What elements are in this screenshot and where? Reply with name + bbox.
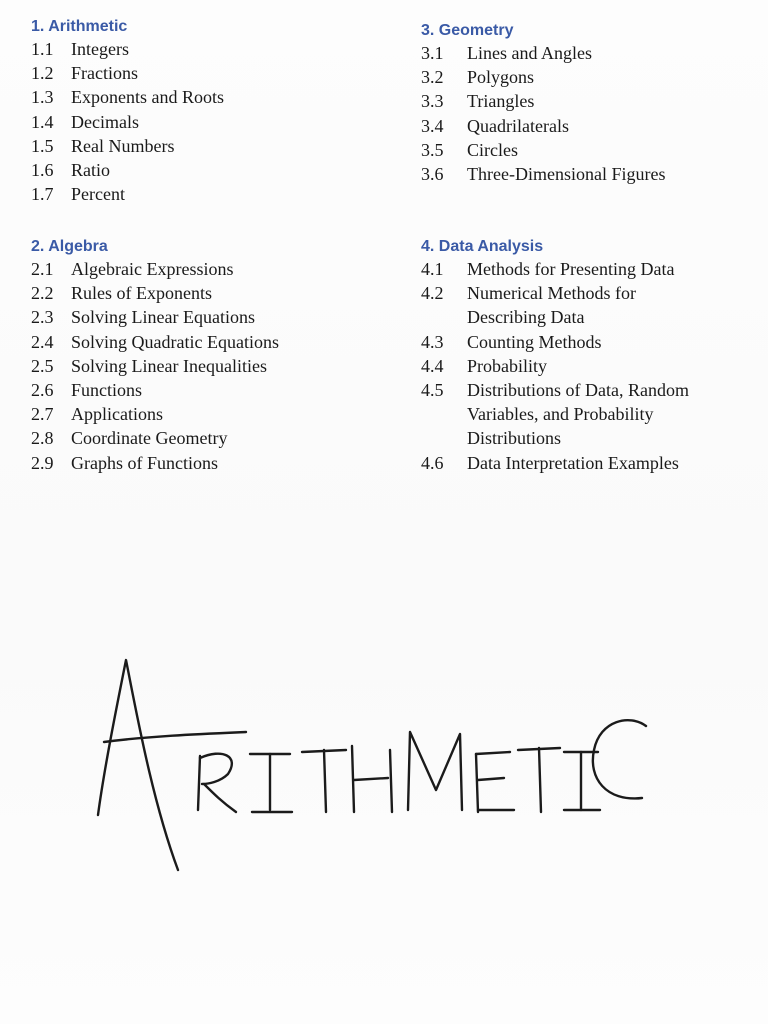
topic-number: 1.5 [31, 135, 54, 156]
topic-title: Three-Dimensional Figures [467, 164, 666, 185]
topic-title: Lines and Angles [467, 43, 592, 63]
topic-item [31, 402, 391, 426]
topic-title: Solving Quadratic Equations [71, 331, 279, 352]
topic-title: Applications [71, 404, 163, 425]
topic-item [421, 138, 766, 162]
topic-item [31, 61, 391, 85]
topic-title: Methods for Presenting Data [467, 259, 675, 279]
section-geometry [421, 20, 766, 186]
topic-item [31, 281, 391, 305]
topic-item [421, 162, 766, 186]
topic-item [31, 134, 391, 158]
topic-number: 4.3 [421, 331, 444, 352]
topic-title: Probability [467, 355, 547, 376]
topic-number: 1.6 [31, 160, 54, 181]
topic-number: 3.4 [421, 115, 444, 136]
topic-item [421, 114, 766, 138]
section-heading-data-analysis: 4. Data Analysis [421, 238, 544, 255]
topic-item [421, 281, 766, 329]
topic-item [31, 257, 391, 281]
section-algebra [31, 236, 391, 475]
topic-number: 4.4 [421, 355, 444, 376]
topic-number: 1.7 [31, 184, 54, 205]
topic-item [31, 110, 391, 134]
topic-number: 2.5 [31, 355, 54, 376]
topic-list-arithmetic [31, 37, 391, 206]
topic-number: 1.3 [31, 87, 54, 108]
topic-number: 4.5 [421, 380, 444, 401]
topic-number: 1.4 [31, 111, 54, 132]
topic-title: Coordinate Geometry [71, 428, 228, 449]
topic-number: 1.2 [31, 63, 54, 84]
topic-number: 3.6 [421, 164, 444, 185]
topic-title: Distributions of Data, Random Variables, and Probability Distributions [467, 380, 689, 449]
topic-list-geometry [421, 41, 766, 186]
topic-list-algebra [31, 257, 391, 475]
topic-number: 2.2 [31, 283, 54, 304]
topic-title: Quadrilaterals [467, 115, 569, 136]
topic-item [421, 41, 766, 65]
topic-number: 2.3 [31, 307, 54, 328]
topic-title: Polygons [467, 67, 535, 88]
topic-title: Percent [71, 184, 125, 205]
section-arithmetic [31, 16, 391, 206]
topic-number: 3.2 [421, 67, 444, 88]
topic-title: Algebraic Expressions [71, 259, 234, 279]
topic-number: 3.1 [421, 43, 444, 63]
section-heading-geometry: 3. Geometry [421, 22, 514, 39]
topic-list-data-analysis [421, 257, 766, 475]
topic-number: 2.6 [31, 380, 54, 401]
topic-title: Numerical Methods for Describing Data [467, 283, 636, 328]
topic-item [31, 330, 391, 354]
topic-title: Triangles [467, 91, 535, 112]
topic-title: Data Interpretation Examples [467, 452, 679, 473]
topic-item [421, 451, 766, 475]
topic-number: 4.1 [421, 259, 444, 279]
topic-item [31, 378, 391, 402]
topic-number: 2.9 [31, 452, 54, 473]
topic-title: Rules of Exponents [71, 283, 212, 304]
topic-item [31, 182, 391, 206]
topic-item [421, 330, 766, 354]
topic-item [31, 426, 391, 450]
topic-title: Fractions [71, 63, 138, 84]
topic-title: Ratio [71, 160, 110, 181]
topic-title: Exponents and Roots [71, 87, 224, 108]
topic-title: Solving Linear Equations [71, 307, 255, 328]
section-heading-algebra: 2. Algebra [31, 238, 108, 255]
topic-title: Graphs of Functions [71, 452, 218, 473]
topic-number: 2.1 [31, 259, 54, 279]
topic-title: Decimals [71, 111, 139, 132]
topic-item [421, 89, 766, 113]
handwritten-title [90, 650, 650, 880]
section-heading-arithmetic: 1. Arithmetic [31, 18, 128, 35]
topic-item [31, 37, 391, 61]
topic-number: 4.2 [421, 283, 444, 304]
topic-title: Circles [467, 139, 518, 160]
topic-number: 2.8 [31, 428, 54, 449]
topic-item [421, 65, 766, 89]
topic-title: Functions [71, 380, 143, 401]
topic-item [31, 305, 391, 329]
section-data-analysis [421, 236, 766, 475]
topic-number: 2.4 [31, 331, 54, 352]
topic-item [421, 257, 766, 281]
topic-number: 2.7 [31, 404, 54, 425]
topic-item [31, 354, 391, 378]
topic-title: Integers [71, 39, 129, 59]
topic-title: Counting Methods [467, 331, 602, 352]
topic-item [421, 378, 766, 451]
topic-item [421, 354, 766, 378]
topic-item [31, 158, 391, 182]
topic-number: 4.6 [421, 452, 444, 473]
topic-number: 1.1 [31, 39, 54, 59]
topic-title: Real Numbers [71, 135, 175, 156]
topic-title: Solving Linear Inequalities [71, 355, 267, 376]
topic-item [31, 451, 391, 475]
topic-item [31, 85, 391, 109]
handwritten-title-drawing [90, 650, 650, 880]
topic-number: 3.5 [421, 139, 444, 160]
topic-number: 3.3 [421, 91, 444, 112]
